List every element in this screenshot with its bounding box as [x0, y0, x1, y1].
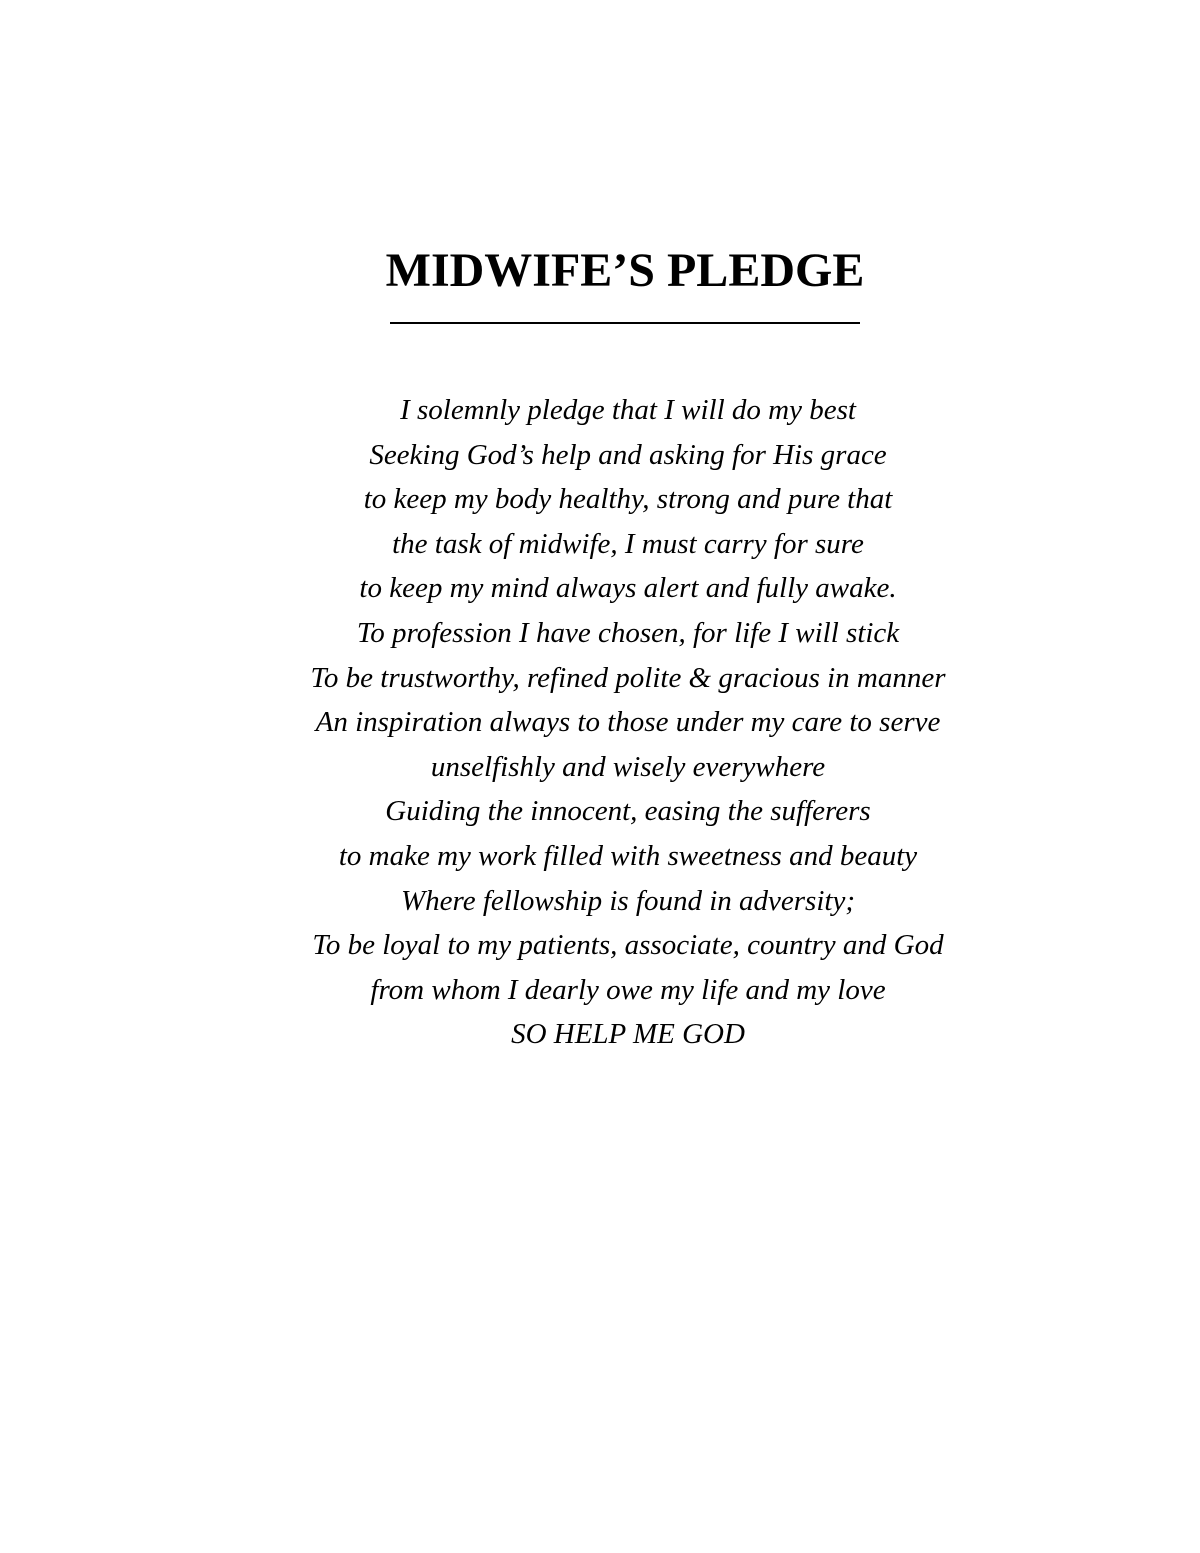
verse-line: to keep my mind always alert and fully awake. [359, 572, 897, 605]
verse-line: to make my work filled with sweetness and beauty [338, 839, 918, 872]
verse-line: Guiding the innocent, easing the sufferers [385, 795, 871, 828]
title-underline [390, 322, 860, 324]
verse-closing-line: SO HELP ME GOD [511, 1018, 745, 1051]
verse-line: unselfishly and wisely everywhere [430, 750, 826, 783]
verse-line: the task of midwife, I must carry for sure [392, 527, 864, 560]
verse-line: To profession I have chosen, for life I will stick [356, 616, 900, 649]
verse-line: from whom I dearly owe my life and my love [370, 973, 886, 1006]
page-title: MIDWIFE’S PLEDGE [385, 244, 865, 297]
verse-line: To be loyal to my patients, associate, country and God [312, 929, 944, 962]
verse-line: To be trustworthy, refined polite & gracious in manner [310, 661, 946, 694]
verse-line: An inspiration always to those under my care to serve [315, 706, 941, 739]
verse-line: Where fellowship is found in adversity; [400, 884, 855, 917]
verse-line: I solemnly pledge that I will do my best [400, 394, 856, 426]
verse-line: Seeking God’s help and asking for His grace [369, 438, 887, 471]
pledge-verse [0, 388, 1200, 1057]
verse-line: to keep my body healthy, strong and pure that [363, 483, 893, 516]
